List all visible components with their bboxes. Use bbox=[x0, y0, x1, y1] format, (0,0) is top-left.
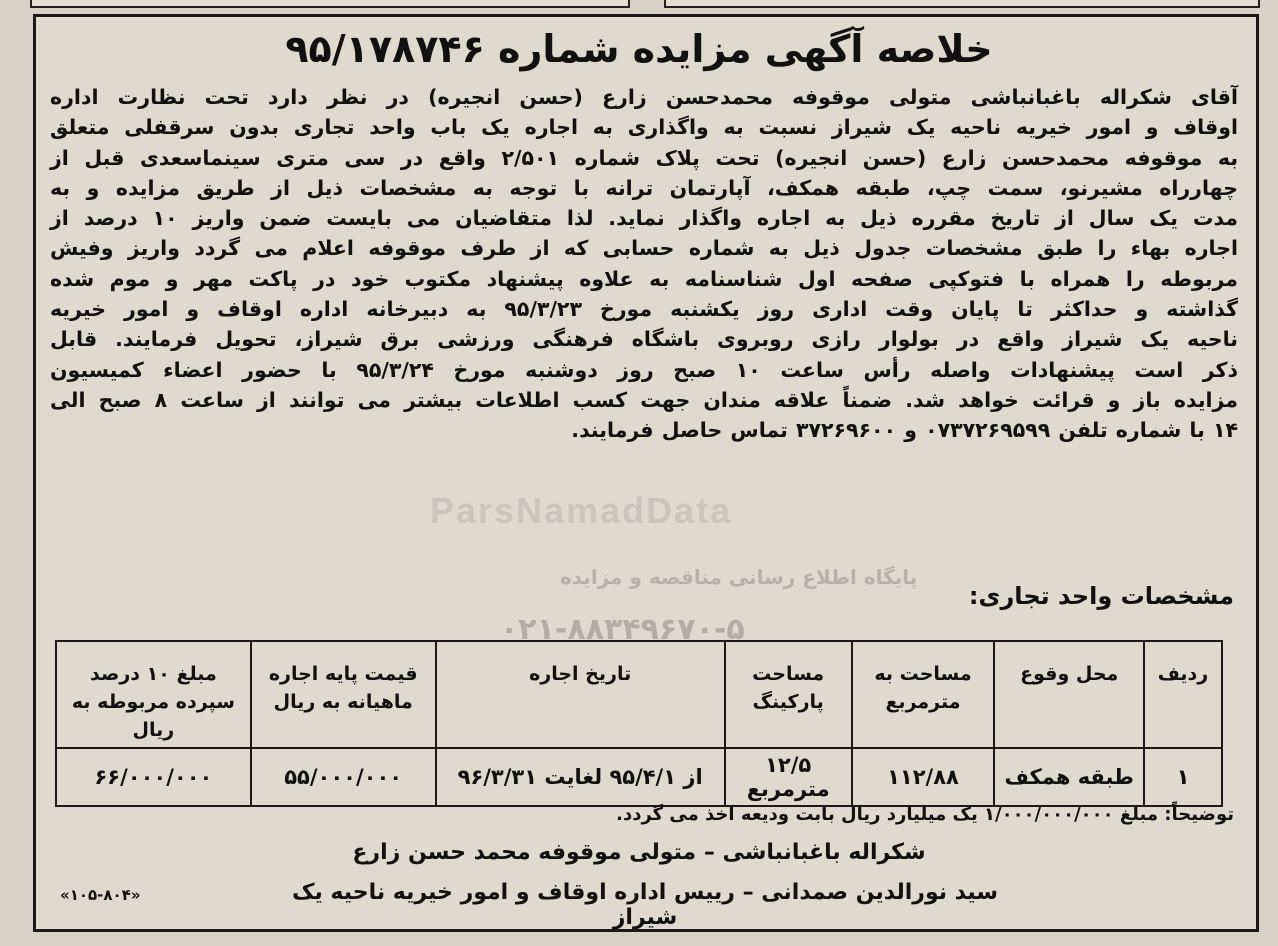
body-line: ناحیه یک شیراز واقع در بولوار رازی روبروی باشگاه فرهنگی ورزشی برق شیراز، تحویل فرمایند. قابل bbox=[50, 327, 1238, 352]
body-line: گذاشته و حداکثر تا پایان وقت اداری روز یکشنبه مورخ ۹۵/۳/۲۳ به دبیرخانه اداره اوقاف و امور خیریه bbox=[50, 297, 1239, 322]
signature-director: سید نورالدین صمدانی – رییس اداره اوقاف و امور خیریه ناحیه یک شیراز bbox=[291, 880, 998, 930]
column-header: ردیف bbox=[1144, 641, 1222, 748]
column-header: قیمت پایه اجاره ماهیانه به ریال bbox=[251, 641, 436, 748]
table-cell: از ۹۵/۴/۱ لغایت ۹۶/۳/۳۱ bbox=[436, 748, 725, 806]
signature-trustee: شکراله باغبانباشی – متولی موقوفه محمد حسن زارع bbox=[352, 840, 926, 865]
ad-title: خلاصه آگهی مزایده شماره ۹۵/۱۷۸۷۴۶ bbox=[285, 27, 993, 71]
table-row bbox=[56, 748, 1222, 806]
previous-ad-border-left bbox=[30, 0, 630, 8]
column-header: محل وقوع bbox=[994, 641, 1144, 748]
table-cell: ۱ bbox=[1144, 748, 1222, 806]
body-line: آقای شکراله باغبانباشی متولی موقوفه محمدحسن زارع (حسن انجیره) در نظر دارد تحت نظارت اداره bbox=[50, 85, 1238, 109]
body-line: به موقوفه محمدحسن زارع (حسن انجیره) تحت پلاک شماره ۲/۵۰۱ واقع در سی متری سینماسعدی قبل از bbox=[50, 145, 1239, 170]
top-border-strip bbox=[0, 0, 1278, 10]
ad-body bbox=[50, 82, 1238, 446]
body-line: مزایده باز و قرائت خواهد شد. ضمناً علاقه مندان جهت کسب اطلاعات بیشتر می توانند از ساعت ۸ صبح الی bbox=[50, 387, 1238, 412]
body-line: چهارراه مشیرنو، سمت چپ، طبقه همکف، آپارتمان ترانه با توجه به مشخصات ذیل از طریق مزایده و به bbox=[50, 175, 1238, 200]
column-header: مساحت پارکینگ bbox=[725, 641, 852, 748]
section-title: مشخصات واحد تجاری: bbox=[968, 582, 1234, 610]
table-header-row bbox=[56, 641, 1222, 748]
watermark-tagline: پایگاه اطلاع رسانی مناقصه و مزایده bbox=[560, 565, 918, 589]
column-header: مبلغ ۱۰ درصد سپرده مربوطه به ریال bbox=[56, 641, 251, 748]
table-cell: ۵۵/۰۰۰/۰۰۰ bbox=[251, 748, 436, 806]
column-header: تاریخ اجاره bbox=[436, 641, 725, 748]
table-cell: ۶۶/۰۰۰/۰۰۰ bbox=[56, 748, 251, 806]
body-line: مربوطه را همراه با فتوکپی صفحه اول شناسنامه به علاوه پیشنهاد مکتوب خود در پاکت مهر و موم شده bbox=[50, 266, 1238, 291]
previous-ad-border-right bbox=[664, 0, 1260, 8]
watermark-brand: ParsNamadData bbox=[430, 490, 733, 531]
table-cell: طبقه همکف bbox=[994, 748, 1144, 806]
ad-code: «۱۰۵-۸۰۴» bbox=[60, 886, 141, 904]
unit-spec-table bbox=[55, 640, 1223, 807]
body-line: اوقاف و امور خیریه ناحیه یک شیراز نسبت به واگذاری به اجاره یک باب واحد تجاری بدون سرقفلی متعلق bbox=[50, 115, 1238, 140]
notes: توضیحاً: مبلغ ۱/۰۰۰/۰۰۰/۰۰۰ یک میلیارد ریال بابت ودیعه اخذ می گردد. bbox=[616, 804, 1234, 825]
table-cell: ۱۲/۵ مترمربع bbox=[725, 748, 852, 806]
body-line: ذکر است پیشنهادات واصله رأس ساعت ۱۰ صبح روز دوشنبه مورخ ۹۵/۳/۲۴ با حضور اعضاء کمیسیون bbox=[50, 357, 1238, 382]
table-cell: ۱۱۲/۸۸ bbox=[852, 748, 995, 806]
body-line: مدت یک سال از تاریخ مقرره ذیل به اجاره واگذار نماید. لذا متقاضیان می بایست ضمن واریز ۱۰ درصد از bbox=[50, 206, 1239, 231]
body-line: اجاره بهاء را طبق مشخصات جدول ذیل به شماره حسابی که از طرف موقوفه اعلام می گردد واریز وفیش bbox=[50, 236, 1238, 261]
body-line: ۱۴ با شماره تلفن ۰۷۳۷۲۶۹۵۹۹ و ۳۷۲۶۹۶۰۰ تماس حاصل فرمایند. bbox=[571, 418, 1238, 443]
watermark-phone: ۰۲۱-۸۸۳۴۹۶۷۰-۵ bbox=[500, 612, 745, 647]
column-header: مساحت به مترمربع bbox=[852, 641, 995, 748]
